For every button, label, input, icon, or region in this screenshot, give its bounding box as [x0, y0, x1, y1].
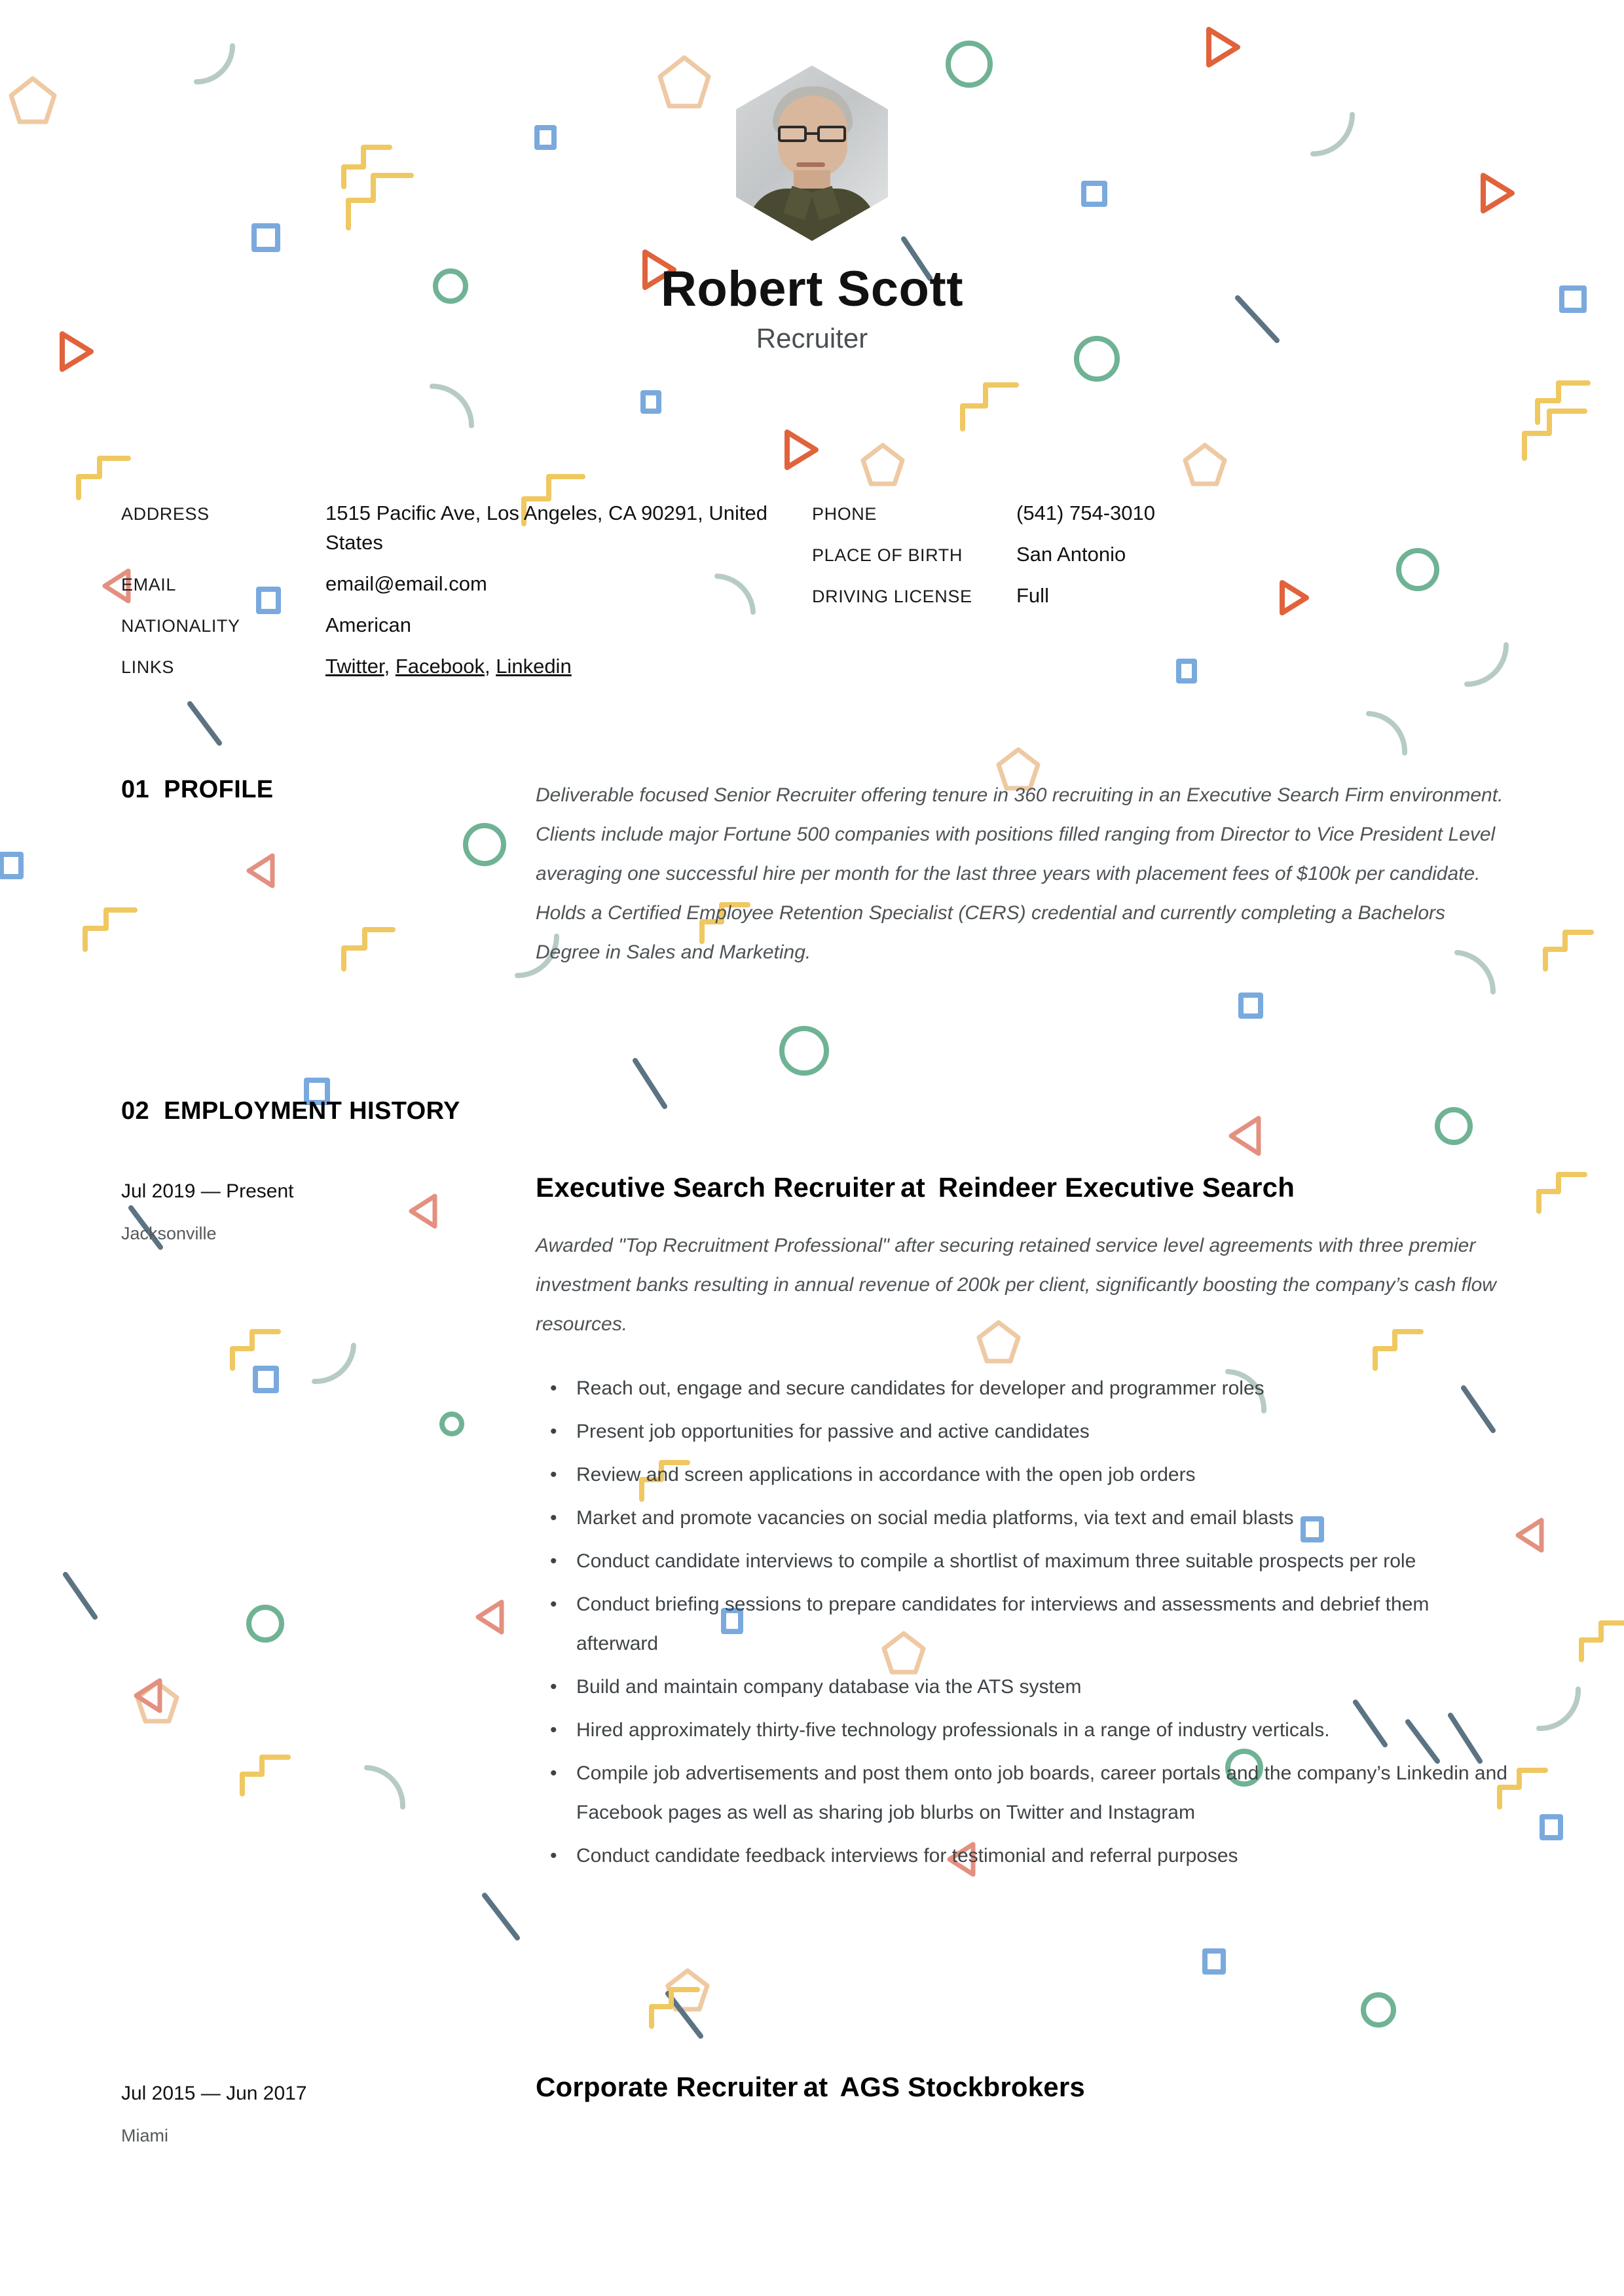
- detail-label-address: ADDRESS: [121, 504, 210, 524]
- list-item: • Present job opportunities for passive and active candidates: [536, 1412, 1508, 1451]
- detail-label-nationality: NATIONALITY: [121, 615, 240, 636]
- detail-row-links: [121, 652, 815, 682]
- links-separator-2: ,: [484, 654, 496, 678]
- list-item: • Market and promote vacancies on social media platforms, via text and email blasts: [536, 1499, 1508, 1538]
- list-item: • Reach out, engage and secure candidates for developer and programmer roles: [536, 1369, 1508, 1408]
- job-at-1: at: [900, 1172, 925, 1203]
- job-location-2: Miami: [121, 2126, 168, 2145]
- list-item: • Build and maintain company database via the ATS system: [536, 1667, 1508, 1707]
- link-facebook[interactable]: Facebook: [395, 654, 485, 678]
- job-summary-1: Awarded "Top Recruitment Professional" after securing retained service level agreements with three premier investment banks resulting in annual revenue of 200k per client, significantly boosting the company’s cash flow resources.: [536, 1234, 1496, 1335]
- links-separator-1: ,: [384, 654, 396, 678]
- list-item: • Conduct candidate interviews to compile a shortlist of maximum three suitable prospects per role: [536, 1542, 1508, 1581]
- detail-row-phone: [812, 499, 1506, 528]
- section-title-employment: EMPLOYMENT HISTORY: [164, 1097, 460, 1125]
- detail-label-place-of-birth: PLACE OF BIRTH: [812, 545, 963, 565]
- detail-row-email: [121, 570, 815, 599]
- list-item: • Compile job advertisements and post them onto job boards, career portals and the company’s Linkedin and Facebook pages as well as sharing job blurbs on Twitter and Instagram: [536, 1754, 1508, 1832]
- link-twitter[interactable]: Twitter: [325, 654, 384, 678]
- job-role-2: Corporate Recruiter: [536, 2071, 798, 2102]
- list-item: • Review and screen applications in accordance with the open job orders: [536, 1455, 1508, 1495]
- detail-label-driving-license: DRIVING LICENSE: [812, 586, 972, 606]
- detail-value-driving-license: Full: [1016, 583, 1049, 607]
- link-linkedin[interactable]: Linkedin: [496, 654, 572, 678]
- detail-value-email[interactable]: email@email.com: [325, 572, 487, 595]
- detail-row-nationality: [121, 611, 815, 640]
- job-company-2: AGS Stockbrokers: [840, 2071, 1085, 2102]
- detail-label-phone: PHONE: [812, 504, 877, 524]
- glasses-icon: [777, 126, 849, 142]
- avatar: [736, 65, 888, 241]
- job-company-1: Reindeer Executive Search: [938, 1172, 1295, 1203]
- job-dates-2: Jul 2015 — Jun 2017: [121, 2083, 307, 2104]
- detail-value-links: [325, 652, 815, 682]
- job-subtitle: Recruiter: [756, 322, 868, 354]
- contact-details-left: [121, 499, 815, 693]
- detail-row-address: [121, 499, 815, 558]
- section-heading-employment: [121, 1097, 460, 1125]
- job-at-2: at: [803, 2071, 828, 2102]
- job-meta-2: [121, 2081, 514, 2147]
- section-number-profile: 01: [121, 776, 150, 803]
- section-title-profile: PROFILE: [164, 776, 274, 803]
- list-item: • Conduct briefing sessions to prepare candidates for interviews and assessments and debrief them afterward: [536, 1585, 1508, 1664]
- detail-value-address: 1515 Pacific Ave, Los Angeles, CA 90291, United States: [325, 501, 768, 554]
- avatar-hexagon: [736, 65, 888, 241]
- job-title-2: [536, 2070, 1508, 2105]
- job-bullets-1: [536, 1369, 1508, 1876]
- section-heading-profile: [121, 776, 274, 804]
- profile-text: Deliverable focused Senior Recruiter offering tenure in 360 recruiting in an Executive Search Firm environment. Clients include major Fortune 500 companies with positions filled ranging from Director to Vice President Level averaging one successful hire per month for the last three years with placement fees of $100k per candidate. Holds a Certified Employee Retention Specialist (CERS) credential and currently completing a Bachelors Degree in Sales and Marketing.: [536, 784, 1504, 963]
- resume-header: [0, 65, 1624, 355]
- detail-value-place-of-birth: San Antonio: [1016, 542, 1126, 566]
- job-meta-1: [121, 1178, 514, 1245]
- detail-value-phone: (541) 754-3010: [1016, 501, 1155, 524]
- job-body-2: [536, 2070, 1508, 2105]
- job-dates-1: Jul 2019 — Present: [121, 1180, 294, 1202]
- section-number-employment: 02: [121, 1097, 150, 1125]
- detail-label-links: LINKS: [121, 657, 175, 677]
- detail-value-nationality: American: [325, 613, 411, 636]
- list-item: • Conduct candidate feedback interviews for testimonial and referral purposes: [536, 1836, 1508, 1876]
- detail-row-place-of-birth: [812, 540, 1506, 570]
- job-role-1: Executive Search Recruiter: [536, 1172, 896, 1203]
- detail-label-email: EMAIL: [121, 574, 177, 594]
- contact-details-right: [812, 499, 1506, 623]
- job-location-1: Jacksonville: [121, 1224, 217, 1243]
- detail-row-driving-license: [812, 581, 1506, 611]
- job-body-1: [536, 1171, 1508, 1880]
- job-title-1: [536, 1171, 1508, 1205]
- profile-body: [536, 776, 1508, 972]
- page-title: Robert Scott: [661, 261, 963, 317]
- list-item: • Hired approximately thirty-five technology professionals in a range of industry verticals.: [536, 1711, 1508, 1750]
